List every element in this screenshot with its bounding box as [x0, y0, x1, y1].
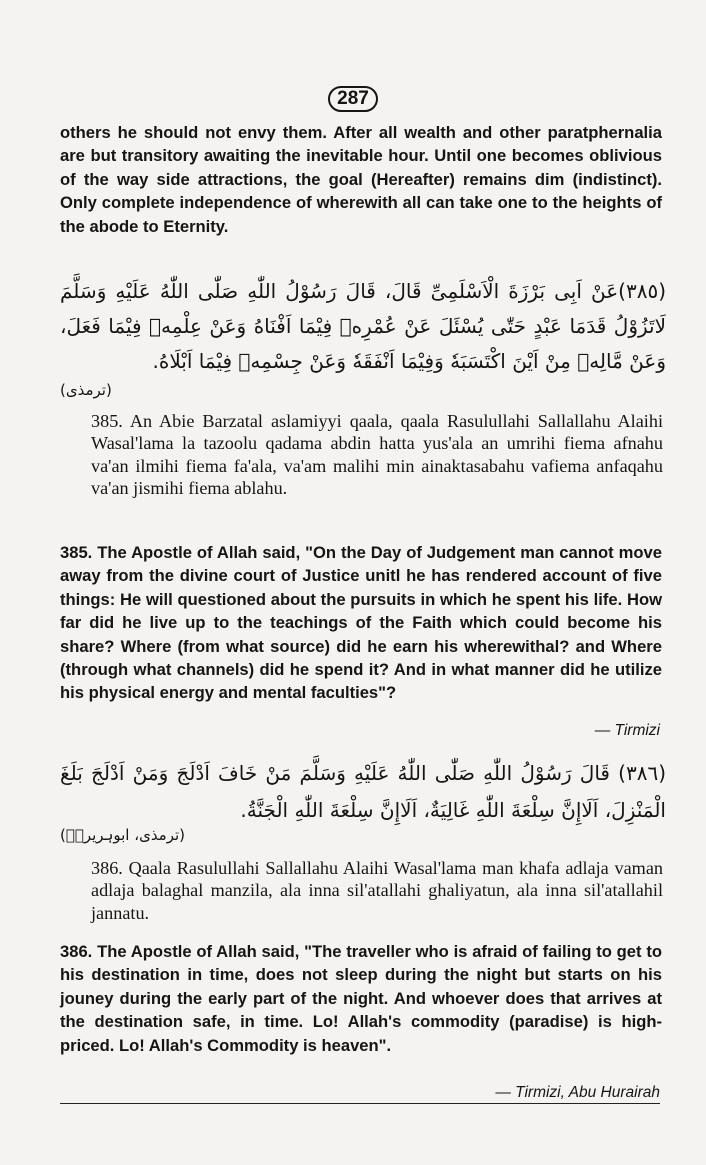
hadith-386-attribution: — Tirmizi, Abu Hurairah — [495, 1084, 660, 1101]
hadith-385-translation: 385. The Apostle of Allah said, "On the Day of Judgement man cannot move away from the divine court of Justice unitl he has rendered account of five things: He will questioned about the pursuits in which he spent his life. How far did he live up to the teachings of the Faith which could become his share? Where (from what source) did he earn his wherewithal? and Where (through what channels) did he spend it? And in what manner did he utilize his physical energy and mental faculties"? — [60, 543, 662, 703]
page-number-area — [0, 86, 706, 112]
hadith-385-source: (ترمذی) — [60, 381, 112, 399]
hadith-386-source: (ترمذی، ابوہریرہؓ) — [60, 826, 186, 844]
hadith-386-arabic: (٣٨٦) قَالَ رَسُوْلُ اللّٰهِ صَلّٰی اللّٰهُ عَلَیْهِ وَسَلَّمَ مَنْ خَافَ اَدْلَجَ وَمَنْ اَدْلَجَ بَلَغَ الْمَنْزِلَ، اَلَاإِنَّ سِلْعَةَ اللّٰهِ غَالِیَةٌ، اَلَاإِنَّ سِلْعَةَ اللّٰهِ الْجَنَّةُ. — [60, 761, 666, 822]
page-number: 287 — [328, 86, 378, 112]
hadith-385-arabic: (٣٨٥)عَنْ اَبِی بَرْزَةَ الْاَسْلَمِیِّ قَالَ، قَالَ رَسُوْلُ اللّٰهِ صَلّٰی اللّٰهُ عَلَیْهِ وَسَلَّمَ لَاتَزُوْلُ قَدَمَا عَبْدٍ حَتّٰی یُسْئَلَ عَنْ عُمْرِهٖ فِیْمَا اَفْنَاهُ وَعَنْ عِلْمِهٖ فِیْمَا فَعَلَ، وَعَنْ مَّالِهٖ مِنْ اَیْنَ اکْتَسَبَهٗ وَفِیْمَا اَنْفَقَهٗ وَعَنْ جِسْمِهٖ فِیْمَا اَبْلَاهُ. — [60, 279, 666, 373]
intro-paragraph: others he should not envy them. After all wealth and other paratphernalia are but transitory awaiting the inevitable hour. Until one becomes oblivious of the way side attractions, the goal (Hereafter) remains dim (indistinct). Only complete independence of wherewith all can take one to the heights of the abode to Eternity. — [60, 123, 662, 236]
hadith-386-translation: 386. The Apostle of Allah said, "The traveller who is afraid of failing to get to his destination in time, does not sleep during the night but starts on his jouney during the early part of the night. And whoever does that arrives at the destination safe, in time. Lo! Allah's commodity (paradise) is high-priced. Lo! Allah's Commodity is heaven". — [60, 942, 662, 1055]
hadith-386-transliteration: 386. Qaala Rasulullahi Sallallahu Alaihi Wasal'lama man khafa adlaja vaman adlaja balaghal manzila, ala inna sil'atallahi ghaliyatun, ala inna sil'atallahil jannatu. — [91, 858, 663, 923]
hadith-385-transliteration: 385. An Abie Barzatal aslamiyyi qaala, qaala Rasulullahi Sallallahu Alaihi Wasal'lama la tazoolu qadama abdin hatta yus'ala an umrihi fiema afnahu va'an ilmihi fiema fa'ala, va'am malihi min ainaktasabahu vafiema anfaqahu va'an jismihi fiema ablahu. — [91, 411, 663, 498]
hadith-385-attribution: — Tirmizi — [594, 722, 660, 739]
footer-divider — [60, 1103, 660, 1104]
